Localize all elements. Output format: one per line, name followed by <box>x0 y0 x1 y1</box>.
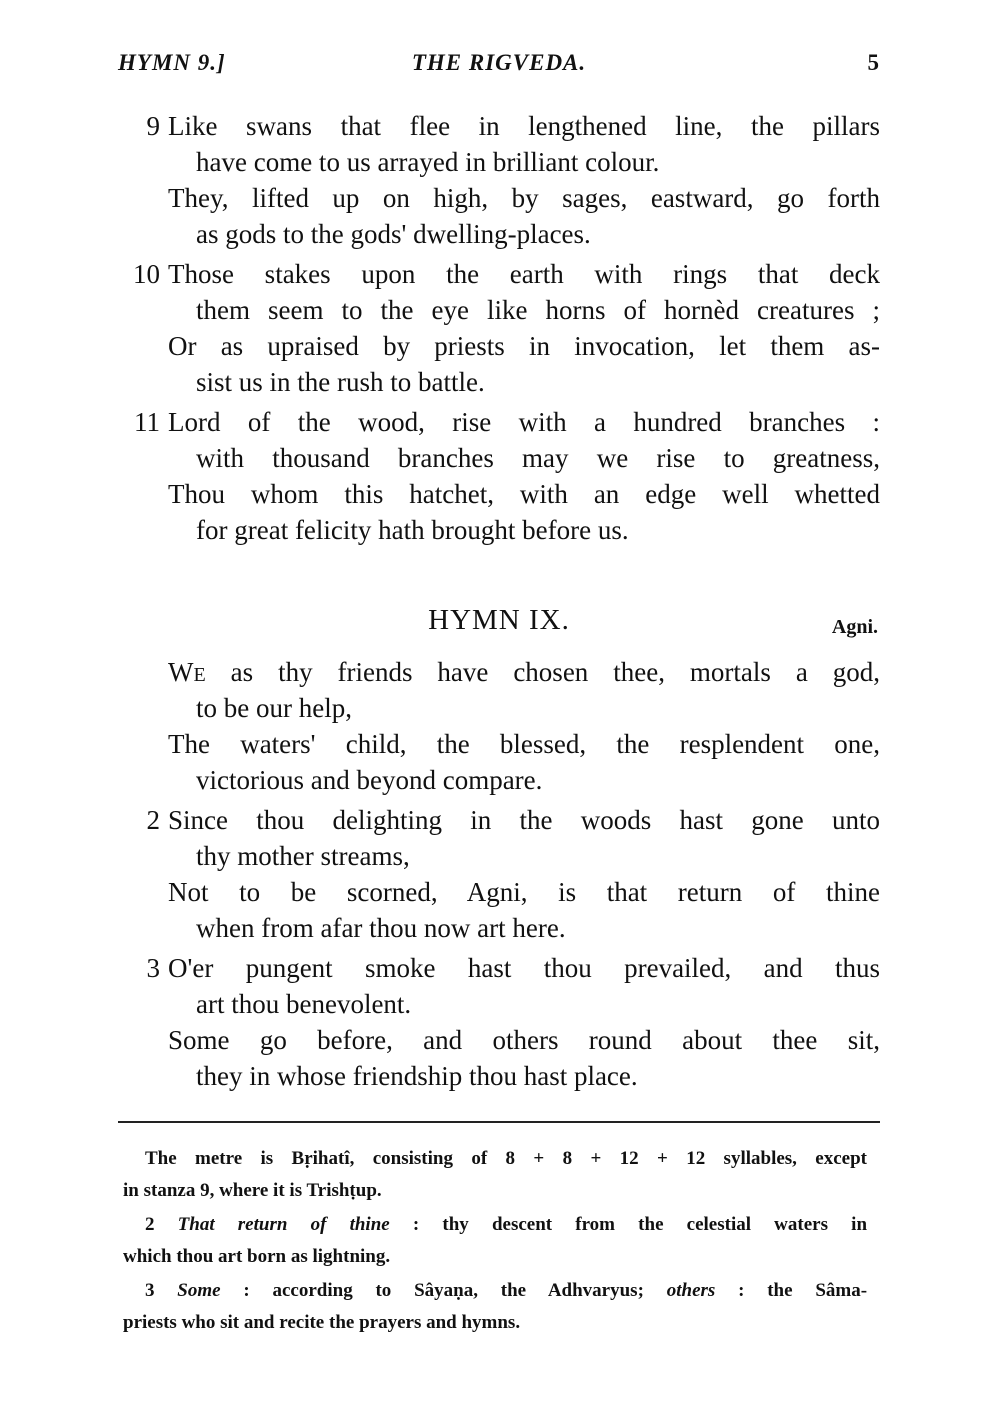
stanza-number: 10 <box>133 259 160 289</box>
verse-line: Lord of the wood, rise with a hundred branches : <box>168 407 880 437</box>
verse-line: with thousand branches may we rise to greatness, <box>196 443 880 473</box>
verse-line: art thou benevolent. <box>196 989 412 1019</box>
hymn-deity: Agni. <box>831 616 878 638</box>
footnote-3-line <box>145 1275 867 1307</box>
verse-line: The waters' child, the blessed, the resplendent one, <box>168 729 880 759</box>
verse-line: O'er pungent smoke hast thou prevailed, and thus <box>168 953 880 983</box>
verse-line: Thou whom this hatchet, with an edge well whetted <box>168 479 880 509</box>
verse-line: Like swans that flee in lengthened line, the pillars <box>168 111 880 141</box>
verse-line: They, lifted up on high, by sages, eastward, go forth <box>168 183 880 213</box>
verse-line: to be our help, <box>196 693 352 723</box>
verse-line: Some go before, and others round about thee sit, <box>168 1025 880 1055</box>
verse-line: Or as upraised by priests in invocation, let them as- <box>168 331 880 361</box>
initial-small-caps: E <box>193 664 206 686</box>
stanza-number: 11 <box>134 407 160 437</box>
footnote-lemma: That return of thine <box>177 1214 390 1235</box>
stanza-number: 9 <box>146 111 160 141</box>
page-number: 5 <box>867 50 880 75</box>
footnote-1-line: in stanza 9, where it is Trishṭup. <box>123 1180 382 1201</box>
header-hymn-ref: HYMN 9.] <box>118 50 226 75</box>
footnote-lemma: others <box>666 1280 716 1301</box>
verse-line: for great felicity hath brought before us. <box>196 515 629 545</box>
verse-line: have come to us arrayed in brilliant colour. <box>196 147 660 177</box>
footnote-3-line: priests who sit and recite the prayers and hymns. <box>123 1312 521 1333</box>
verse-line: when from afar thou now art here. <box>196 913 566 943</box>
verse-line: sist us in the rush to battle. <box>196 367 485 397</box>
running-header <box>118 50 880 84</box>
footnote-2-line: which thou art born as lightning. <box>123 1246 391 1267</box>
verse-line: they in whose friendship thou hast place. <box>196 1061 638 1091</box>
initial-capital: W <box>168 657 194 687</box>
footnote-number: 3 <box>145 1280 155 1301</box>
verse-line-text: as thy friends have chosen thee, mortals a god, <box>205 657 880 687</box>
stanza-number: 2 <box>146 805 160 835</box>
verse-line: Those stakes upon the earth with rings that deck <box>168 259 880 289</box>
verse-line: them seem to the eye like horns of hornèd creatures ; <box>196 295 880 325</box>
footnote-text: : according to Sâyaṇa, the Adhvaryus; <box>243 1280 644 1301</box>
verse-line-first <box>168 654 880 693</box>
footnote-1-line: The metre is Bṛihatî, consisting of 8 + 8 + 12 + 12 syllables, except <box>145 1148 867 1169</box>
footnote-text: : the Sâma- <box>738 1280 868 1301</box>
footnote-divider <box>118 1121 880 1123</box>
verse-line: thy mother streams, <box>196 841 410 871</box>
verse-line: Since thou delighting in the woods hast gone unto <box>168 805 880 835</box>
verse-line: Not to be scorned, Agni, is that return of thine <box>168 877 880 907</box>
footnote-number: 2 <box>145 1214 155 1235</box>
footnote-lemma: Some <box>177 1280 221 1301</box>
verse-line: victorious and beyond compare. <box>196 765 543 795</box>
footnote-2-line <box>145 1209 867 1241</box>
verse-line: as gods to the gods' dwelling-places. <box>196 219 591 249</box>
footnote-text: : thy descent from the celestial waters in <box>412 1214 868 1235</box>
hymn-title: HYMN IX. <box>428 604 570 636</box>
stanza-number: 3 <box>146 953 160 983</box>
header-book-title: THE RIGVEDA. <box>411 50 587 75</box>
